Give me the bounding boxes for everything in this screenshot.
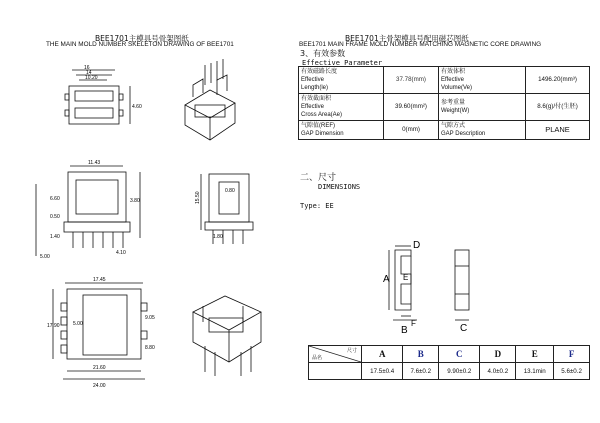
- table-row: [299, 67, 590, 94]
- param-value: 1496.20(mm³): [526, 67, 590, 94]
- core-type-label: Type: EE: [300, 202, 334, 210]
- right-title-en: BEE1701 MAIN FRAME MOLD NUMBER MATCHING MAGNETIC CORE DRAWING: [299, 41, 542, 48]
- dim-header-d: D: [480, 346, 516, 363]
- param-label-en: Weight(W): [441, 108, 470, 114]
- core-label-f: F: [411, 319, 416, 328]
- section2-heading-en: DIMENSIONS: [318, 183, 361, 191]
- param-label: [299, 94, 384, 121]
- bobbin-iso-view-bottom: [185, 272, 270, 382]
- param-label-cn: 气隙方式: [441, 123, 466, 129]
- table-row: [309, 346, 590, 363]
- core-label-d: D: [413, 240, 421, 251]
- dim-value-e: 13.1min: [516, 363, 554, 380]
- dim-bot1: 17.45: [93, 277, 106, 283]
- dim-header-f: F: [554, 346, 590, 363]
- ee-core-drawing: [365, 236, 495, 336]
- dim-mid3: 0.50: [50, 214, 60, 220]
- param-label-cn: 有效体积: [441, 69, 466, 75]
- table-row: [299, 121, 590, 140]
- dim-side1: 4.60: [132, 104, 142, 110]
- table-corner-cell: [309, 346, 362, 363]
- section2-heading-cn: 二、尺寸: [300, 173, 337, 183]
- bobbin-iso-view-top: [175, 55, 245, 150]
- param-value: 37.78(mm): [384, 67, 439, 94]
- corner-label-top: 尺寸: [346, 348, 357, 354]
- param-label-en2: Volume(Ve): [441, 85, 473, 91]
- dim-header-c: C: [439, 346, 480, 363]
- bobbin-bottom-view: [45, 275, 165, 390]
- bobbin-side-view: [28, 158, 168, 263]
- dim-mid1: 11.43: [88, 160, 101, 166]
- section1-heading-cn: 3、有效参数: [300, 49, 346, 58]
- param-value: 39.60(mm²): [384, 94, 439, 121]
- param-label-cn: 有效磁路长度: [301, 69, 338, 75]
- right-title-cn: BEE1701主骨架模具号配用磁芯图纸: [345, 34, 469, 43]
- param-label-en: Effective: [301, 104, 324, 110]
- dim-value-f: 5.6±0.2: [554, 363, 590, 380]
- param-label-en: GAP Dimension: [301, 131, 344, 137]
- param-label-en2: Cross Area(Ae): [301, 112, 343, 118]
- param-value: 0(mm): [384, 121, 439, 140]
- core-dimension-table: [308, 345, 590, 380]
- core-label-c: C: [460, 323, 468, 334]
- param-label: [299, 121, 384, 140]
- param-label: [439, 94, 526, 121]
- core-label-e: E: [403, 273, 409, 282]
- table-row: [309, 363, 590, 380]
- dim-mid2: 6.60: [50, 196, 60, 202]
- dim-top3: 10.20: [85, 75, 98, 81]
- dim-bot4: 9.05: [145, 315, 155, 321]
- param-label-cn: 有效截面积: [301, 96, 332, 102]
- dim-mid7: 0.80: [225, 188, 235, 194]
- param-label: [439, 121, 526, 140]
- dim-bot7: 24.00: [93, 383, 106, 389]
- dim-bot3: 5.00: [73, 321, 83, 327]
- dim-mid9: 15.50: [195, 191, 201, 204]
- dim-bot5: 8.80: [145, 345, 155, 351]
- dim-header-e: E: [516, 346, 554, 363]
- param-label: [439, 67, 526, 94]
- table-row: [299, 94, 590, 121]
- param-value: PLANE: [526, 121, 590, 140]
- param-label-cn: 气隙值(REF): [301, 123, 335, 129]
- param-label-en2: Length(le): [301, 85, 329, 91]
- param-value: 8.6(g)/付(生胚): [526, 94, 590, 121]
- dim-mid5: 4.10: [116, 250, 126, 256]
- left-title-en: THE MAIN MOLD NUMBER SKELETON DRAWING OF BEE1701: [46, 41, 234, 48]
- dim-top1: 16: [84, 65, 90, 71]
- dim-mid4: 1.40: [50, 234, 60, 240]
- bobbin-end-view: [195, 168, 265, 248]
- effective-parameter-table: [298, 66, 590, 140]
- param-label: [299, 67, 384, 94]
- dim-value-b: 7.6±0.2: [403, 363, 439, 380]
- dim-value-a: 17.5±0.4: [362, 363, 403, 380]
- section1-heading-en: Effective Parameter: [302, 59, 383, 67]
- dim-mid6: 5.00: [40, 254, 50, 260]
- dim-top2: 14: [86, 70, 92, 76]
- core-label-b: B: [401, 325, 408, 336]
- corner-label-bottom: 品名: [312, 355, 323, 361]
- core-label-a: A: [383, 274, 390, 285]
- param-label-en: Effective: [441, 77, 464, 83]
- dim-header-a: A: [362, 346, 403, 363]
- dim-bot6: 21.60: [93, 365, 106, 371]
- param-label-en: Effective: [301, 77, 324, 83]
- dim-bot2: 17.90: [47, 323, 60, 329]
- dim-mid10: 1.80: [213, 234, 223, 240]
- param-label-cn: 参考重量: [441, 100, 466, 106]
- dim-row-name-cell: [309, 363, 362, 380]
- dim-value-d: 4.0±0.2: [480, 363, 516, 380]
- left-title-cn: BEE1701主模具号骨架图纸: [95, 34, 189, 43]
- param-label-en: GAP Description: [441, 131, 486, 137]
- dim-header-b: B: [403, 346, 439, 363]
- dim-value-c: 9.90±0.2: [439, 363, 480, 380]
- bobbin-top-front-view: [55, 64, 155, 136]
- dim-mid8: 3.80: [130, 198, 140, 204]
